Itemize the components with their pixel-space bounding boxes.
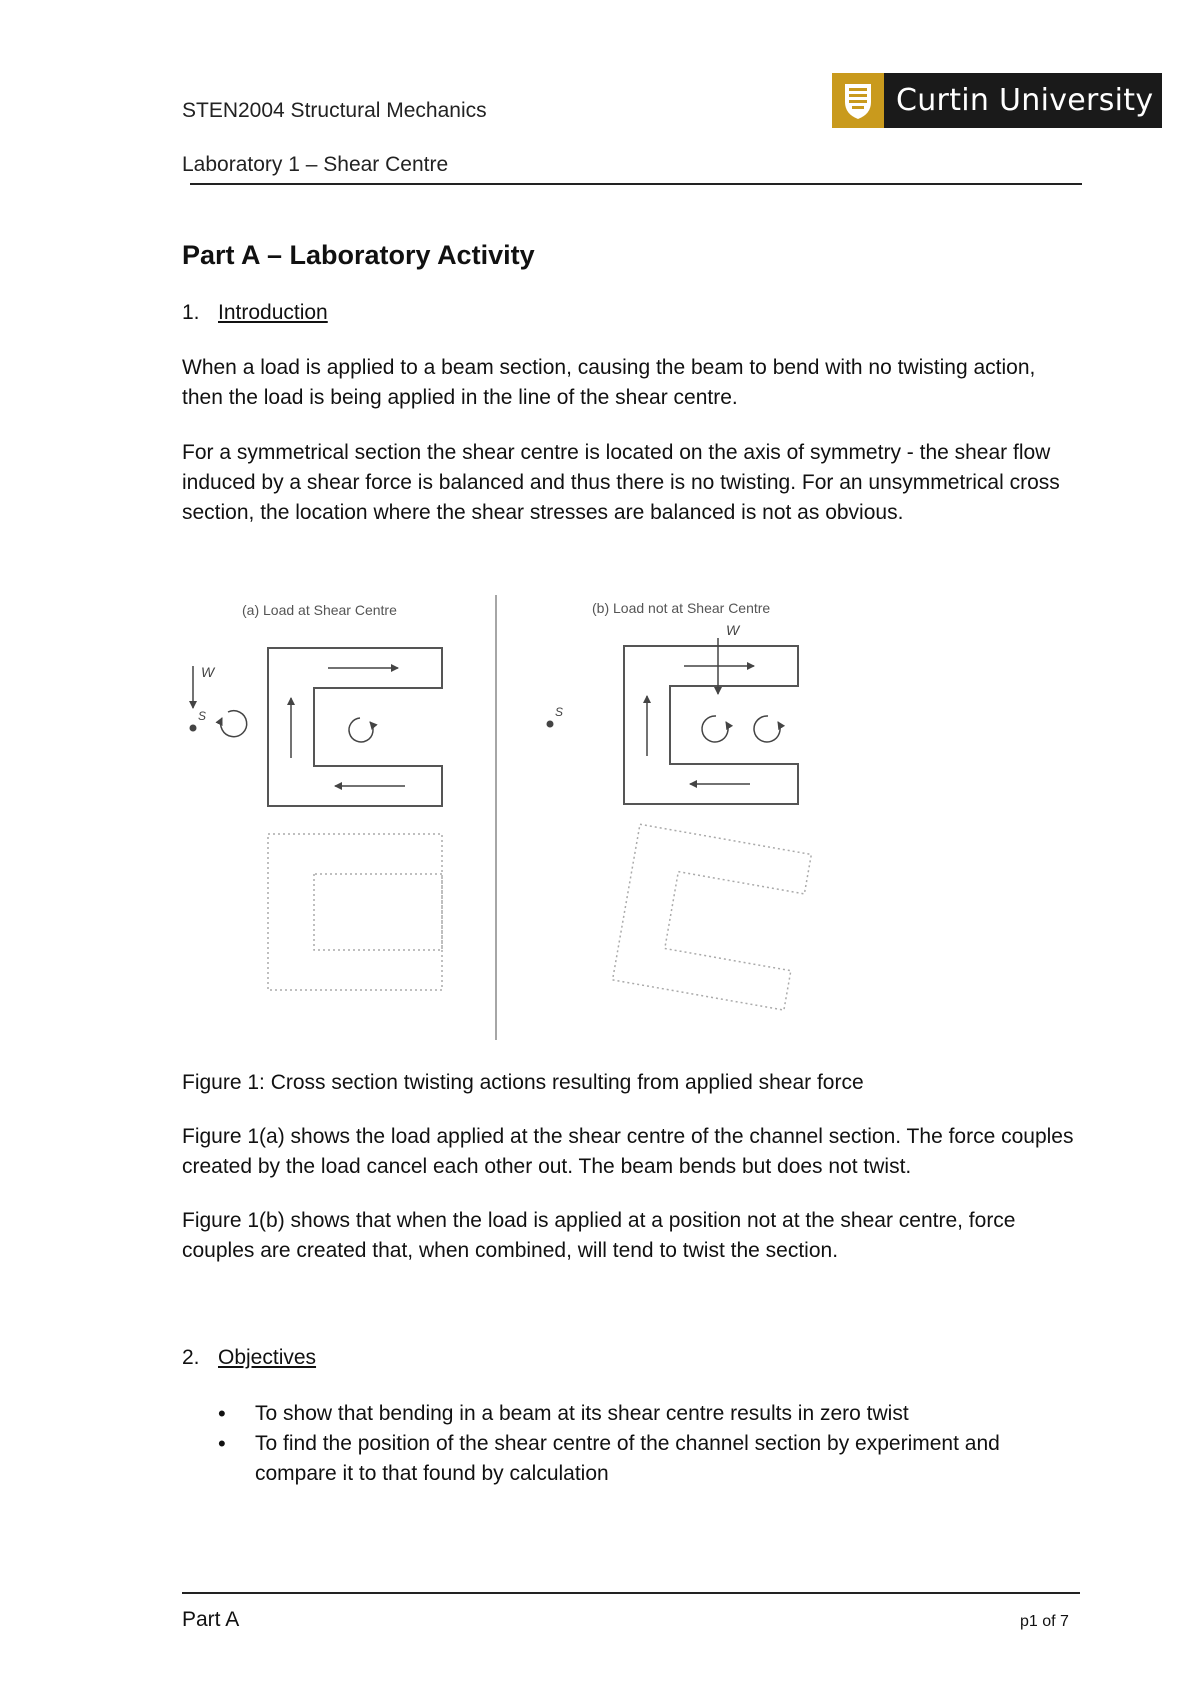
footer-part-label: Part A [182,1608,240,1631]
section-number: 2. [182,1346,200,1369]
figure-caption: Figure 1: Cross section twisting actions resulting from applied shear force [182,1071,864,1094]
rotation-arrow-icon [349,718,373,742]
rotation-arrow-icon [702,716,728,742]
deformed-section-a [268,834,442,990]
list-item: • To find the position of the shear centre of the channel section by experiment and compare it to that found by calculation [182,1429,1085,1489]
figure-label-a: (a) Load at Shear Centre [242,602,397,618]
deformed-section-b [613,824,812,1010]
centre-symbol: S [555,705,564,719]
header-rule [190,183,1082,185]
logo-wordmark: Curtin University [896,83,1154,118]
section-title: Objectives [218,1346,317,1369]
lab-title: Laboratory 1 – Shear Centre [182,153,449,176]
course-title: STEN2004 Structural Mechanics [182,99,487,122]
shear-centre-figure [180,590,830,1050]
shield-icon [832,73,884,128]
shear-centre-point [190,725,197,732]
figure-label-b: (b) Load not at Shear Centre [592,600,771,616]
section-number: 1. [182,301,200,324]
intro-paragraph-2: For a symmetrical section the shear centre is located on the axis of symmetry - the shear flow induced by a shear force is balanced and thus there is no twisting. For an unsymmetrical cross section, the location where the shear stresses are balanced is not as obvious. [182,441,1060,524]
part-title: Part A – Laboratory Activity [182,240,535,270]
load-symbol: W [726,622,740,638]
channel-section-a [268,648,442,806]
centre-symbol: S [198,709,207,723]
list-item: • To show that bending in a beam at its shear centre results in zero twist [182,1399,1085,1429]
section-heading-introduction [182,301,328,325]
rotation-arrow-icon [754,716,780,742]
section-heading-objectives [182,1346,316,1370]
intro-paragraph-1: When a load is applied to a beam section, causing the beam to bend with no twisting action, then the load is being applied in the line of the shear centre. [182,356,1036,409]
figure-description-a: Figure 1(a) shows the load applied at the shear centre of the channel section. The force couples created by the load cancel each other out. The beam bends but does not twist. [182,1125,1074,1178]
channel-section-b [624,646,798,804]
objectives-list [182,1399,1085,1489]
curtin-logo [832,73,1162,128]
load-symbol: W [201,664,215,680]
page-number: p1 of 7 [1020,1613,1069,1630]
section-title: Introduction [218,301,328,324]
footer-rule [182,1592,1080,1594]
centre-point-b [547,721,554,728]
figure-description-b: Figure 1(b) shows that when the load is applied at a position not at the shear centre, force couples are created that, when combined, will tend to twist the section. [182,1209,1016,1262]
rotation-arrow-icon [221,711,247,737]
